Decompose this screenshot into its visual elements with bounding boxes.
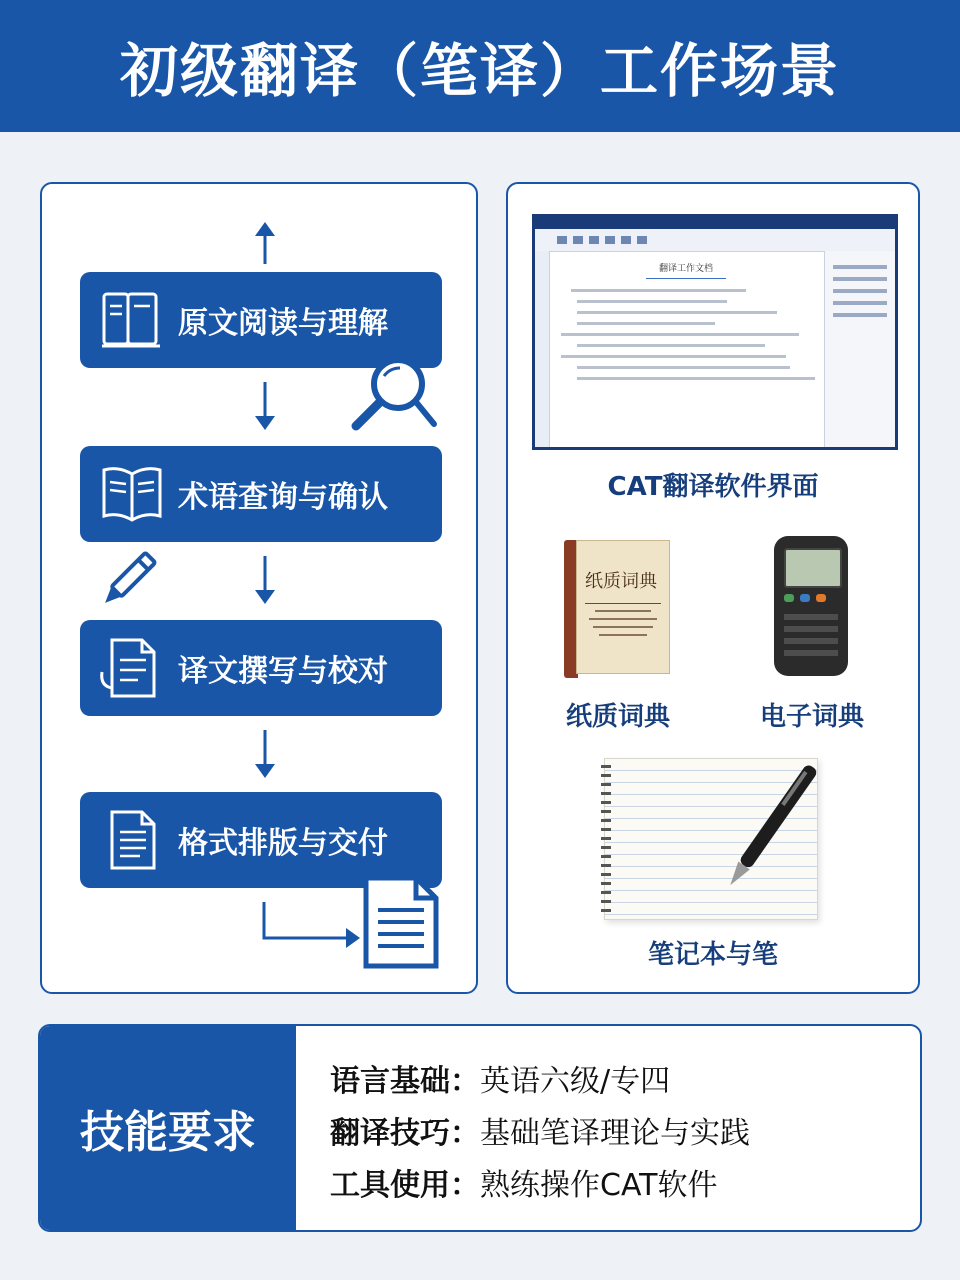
skill-key: 翻译技巧： — [330, 1116, 480, 1151]
paper-dictionary-image — [564, 540, 670, 678]
skill-item — [330, 1056, 750, 1108]
pencil-icon — [92, 546, 162, 616]
electronic-dictionary-image — [774, 536, 848, 676]
skill-key: 语言基础： — [330, 1064, 480, 1099]
paper-dictionary-label: 纸质词典 — [565, 702, 670, 732]
cat-software-label: CAT翻译软件界面 — [607, 472, 819, 502]
skill-value: 熟练操作CAT软件 — [480, 1168, 718, 1203]
skill-key: 工具使用： — [330, 1168, 480, 1203]
title-banner — [0, 0, 960, 132]
dictionary-cover-title: 纸质词典 — [585, 571, 657, 592]
notebook-label: 笔记本与笔 — [647, 940, 778, 970]
workflow-step-label: 译文撰写与校对 — [178, 654, 388, 689]
up-arrow-icon — [252, 222, 278, 266]
workflow-step-label: 术语查询与确认 — [178, 480, 388, 515]
page-title: 初级翻译（笔译）工作场景 — [119, 37, 840, 105]
skill-value: 基础笔译理论与实践 — [480, 1116, 750, 1151]
down-arrow-icon — [252, 380, 278, 432]
open-book-icon — [96, 458, 168, 530]
cat-software-screenshot — [532, 214, 898, 450]
delivery-arrow-icon — [252, 900, 362, 948]
skills-heading-block — [40, 1026, 296, 1230]
skill-item — [330, 1108, 750, 1160]
down-arrow-icon — [252, 728, 278, 780]
workflow-step-label: 原文阅读与理解 — [178, 306, 388, 341]
workflow-step-terminology — [80, 446, 442, 542]
skill-item — [330, 1160, 750, 1212]
workflow-step-writing — [80, 620, 442, 716]
skill-value: 英语六级/专四 — [480, 1064, 671, 1099]
cat-doc-heading: 翻译工作文档 — [658, 264, 713, 274]
skills-section — [38, 1024, 922, 1232]
skills-list — [330, 1056, 750, 1212]
document-edit-icon — [96, 632, 168, 704]
magnifier-icon — [346, 352, 440, 436]
down-arrow-icon — [252, 554, 278, 606]
workflow-step-label: 格式排版与交付 — [178, 826, 388, 861]
tools-panel — [506, 182, 920, 994]
skills-heading: 技能要求 — [80, 1107, 256, 1158]
pen-icon — [716, 752, 826, 902]
workflow-panel — [40, 182, 478, 994]
open-book-icon — [96, 284, 168, 356]
electronic-dictionary-label: 电子词典 — [759, 702, 864, 732]
document-icon — [96, 804, 168, 876]
delivered-document-icon — [360, 874, 442, 970]
